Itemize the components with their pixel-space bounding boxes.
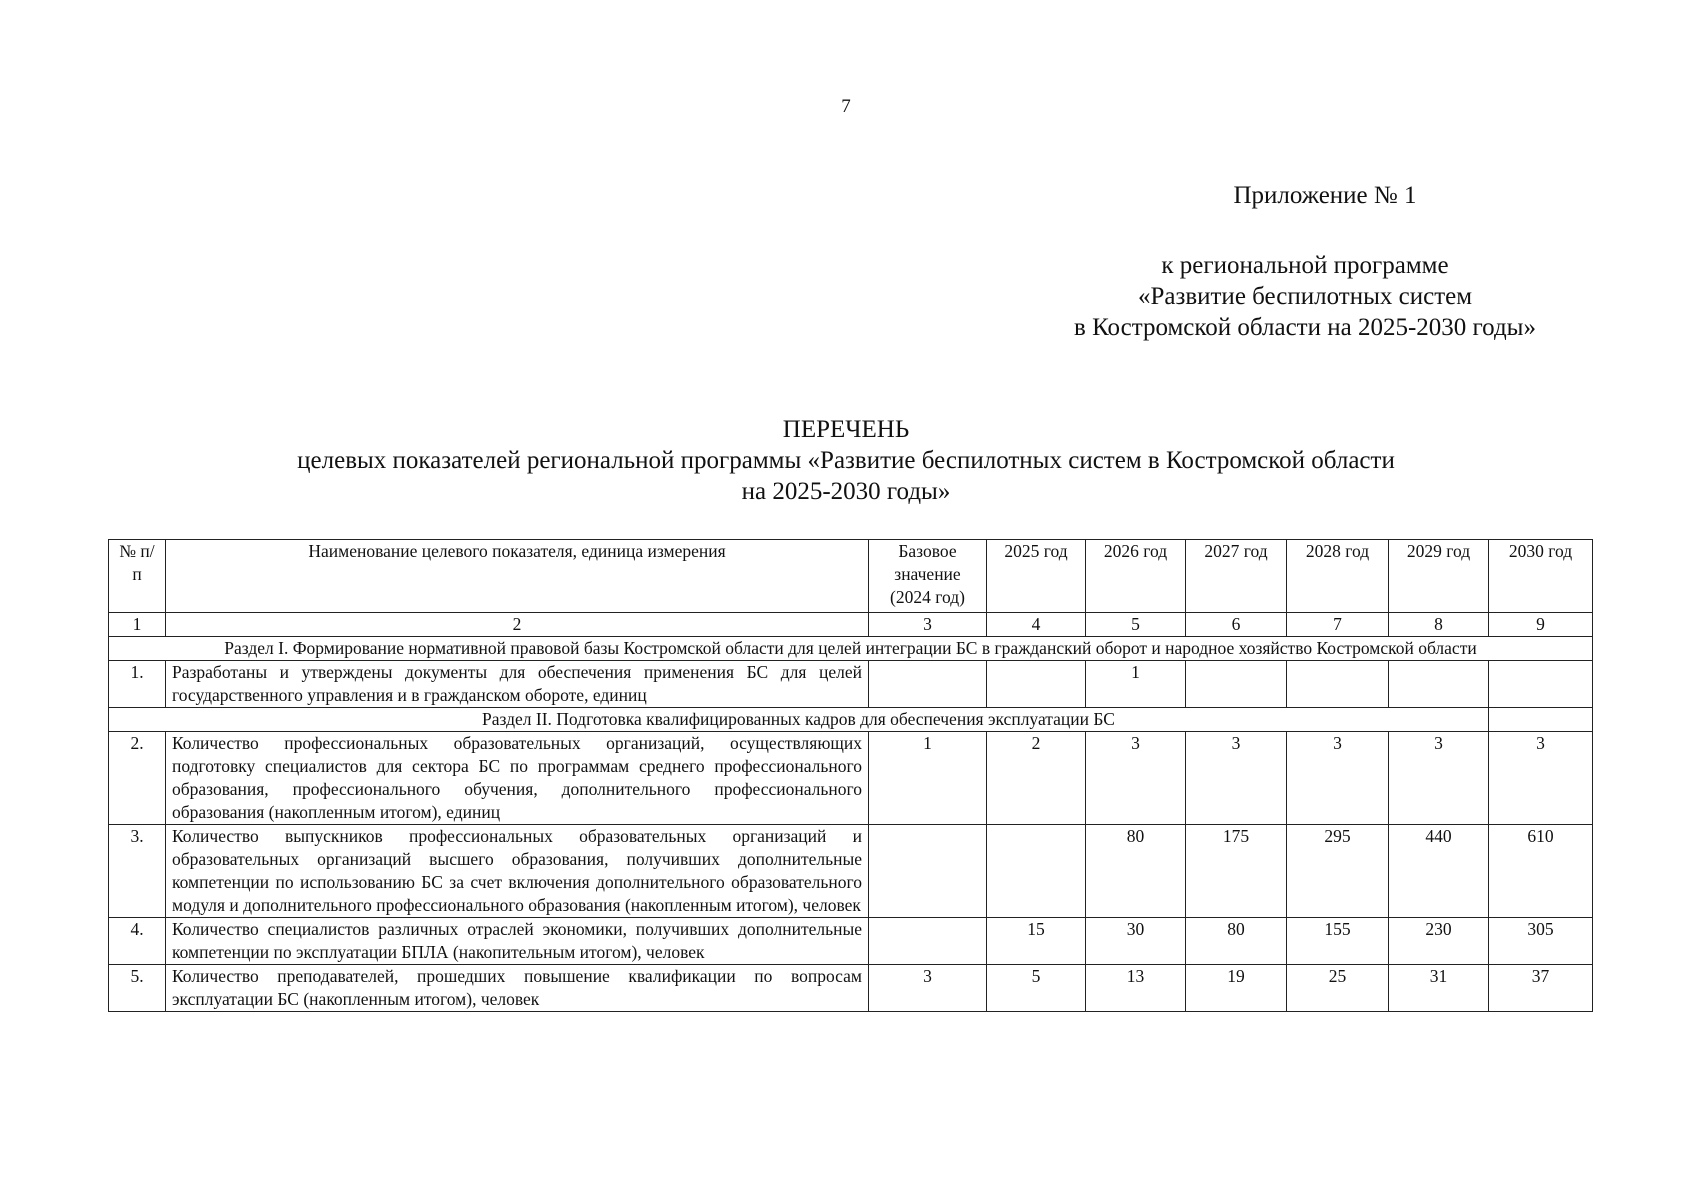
column-number: 8 <box>1389 613 1489 637</box>
appendix-line: в Костромской области на 2025-2030 годы» <box>1074 314 1536 341</box>
value-2026: 1 <box>1086 661 1186 708</box>
column-number: 1 <box>109 613 166 637</box>
value-2027 <box>1186 661 1287 708</box>
indicator-name: Количество специалистов различных отраслей экономики, получивших дополнительные компетенции по эксплуатации БПЛА (накопительным итогом), человек <box>166 918 869 965</box>
base-value <box>869 918 987 965</box>
base-value <box>869 825 987 918</box>
table-row <box>109 965 1593 1012</box>
base-value <box>869 661 987 708</box>
header-base: Базовое значение (2024 год) <box>869 540 987 613</box>
value-2027: 3 <box>1186 732 1287 825</box>
empty-cell <box>1489 708 1593 732</box>
appendix-line: «Развитие беспилотных систем <box>1137 283 1473 310</box>
indicator-name: Разработаны и утверждены документы для обеспечения применения БС для целей государственного управления и в гражданском обороте, единиц <box>166 661 869 708</box>
value-2026: 13 <box>1086 965 1186 1012</box>
column-number: 4 <box>987 613 1086 637</box>
value-2030: 3 <box>1489 732 1593 825</box>
section-1-title: Раздел I. Формирование нормативной правовой базы Костромской области для целей интеграции БС в гражданский оборот и народное хозяйство Костромской области <box>109 637 1593 661</box>
indicators-table <box>108 539 1593 1012</box>
value-2028: 155 <box>1287 918 1389 965</box>
value-2030 <box>1489 661 1593 708</box>
value-2027: 80 <box>1186 918 1287 965</box>
value-2028: 25 <box>1287 965 1389 1012</box>
value-2028 <box>1287 661 1389 708</box>
header-2025: 2025 год <box>987 540 1086 613</box>
table-row <box>109 661 1593 708</box>
section-row <box>109 708 1593 732</box>
row-number: 4. <box>109 918 166 965</box>
indicator-name: Количество выпускников профессиональных образовательных организаций и образовательных организаций высшего образования, получивших дополнительные компетенции по использованию БС за счет включения дополнительного образовательного модуля и дополнительного профессионального образования (накопленным итогом), человек <box>166 825 869 918</box>
table-row <box>109 732 1593 825</box>
value-2029: 230 <box>1389 918 1489 965</box>
value-2025: 5 <box>987 965 1086 1012</box>
table-header-row <box>109 540 1593 613</box>
value-2025 <box>987 825 1086 918</box>
value-2025: 15 <box>987 918 1086 965</box>
value-2026: 3 <box>1086 732 1186 825</box>
page-number: 7 <box>841 96 851 117</box>
section-row <box>109 637 1593 661</box>
table-row <box>109 918 1593 965</box>
value-2025: 2 <box>987 732 1086 825</box>
header-2027: 2027 год <box>1186 540 1287 613</box>
appendix-title: Приложение № 1 <box>1233 182 1417 209</box>
header-2028: 2028 год <box>1287 540 1389 613</box>
value-2029 <box>1389 661 1489 708</box>
column-number: 2 <box>166 613 869 637</box>
value-2025 <box>987 661 1086 708</box>
column-number: 7 <box>1287 613 1389 637</box>
document-title <box>0 414 1692 507</box>
value-2030: 610 <box>1489 825 1593 918</box>
column-number: 3 <box>869 613 987 637</box>
value-2026: 80 <box>1086 825 1186 918</box>
row-number: 1. <box>109 661 166 708</box>
header-name: Наименование целевого показателя, единица измерения <box>166 540 869 613</box>
header-2026: 2026 год <box>1086 540 1186 613</box>
header-num: № п/п <box>109 540 166 613</box>
appendix-subtitle <box>1045 250 1565 343</box>
value-2029: 31 <box>1389 965 1489 1012</box>
value-2027: 19 <box>1186 965 1287 1012</box>
section-2-title: Раздел II. Подготовка квалифицированных кадров для обеспечения эксплуатации БС <box>109 708 1489 732</box>
value-2028: 295 <box>1287 825 1389 918</box>
appendix-line: к региональной программе <box>1161 252 1449 279</box>
value-2029: 440 <box>1389 825 1489 918</box>
value-2029: 3 <box>1389 732 1489 825</box>
document-title-line: целевых показателей региональной программы «Развитие беспилотных систем в Костромской области <box>297 447 1395 474</box>
value-2028: 3 <box>1287 732 1389 825</box>
table-row <box>109 825 1593 918</box>
header-2030: 2030 год <box>1489 540 1593 613</box>
row-number: 5. <box>109 965 166 1012</box>
column-number: 9 <box>1489 613 1593 637</box>
value-2026: 30 <box>1086 918 1186 965</box>
column-number: 5 <box>1086 613 1186 637</box>
header-2029: 2029 год <box>1389 540 1489 613</box>
indicator-name: Количество преподавателей, прошедших повышение квалификации по вопросам эксплуатации БС (накопленным итогом), человек <box>166 965 869 1012</box>
row-number: 3. <box>109 825 166 918</box>
column-number: 6 <box>1186 613 1287 637</box>
value-2030: 37 <box>1489 965 1593 1012</box>
row-number: 2. <box>109 732 166 825</box>
indicator-name: Количество профессиональных образовательных организаций, осуществляющих подготовку специалистов для сектора БС по программам среднего профессионального образования, профессионального обучения, дополнительного профессионального образования (накопленным итогом), единиц <box>166 732 869 825</box>
value-2027: 175 <box>1186 825 1287 918</box>
column-numbers-row <box>109 613 1593 637</box>
document-heading: ПЕРЕЧЕНЬ <box>782 416 910 443</box>
base-value: 3 <box>869 965 987 1012</box>
document-title-line: на 2025-2030 годы» <box>741 478 951 505</box>
value-2030: 305 <box>1489 918 1593 965</box>
base-value: 1 <box>869 732 987 825</box>
